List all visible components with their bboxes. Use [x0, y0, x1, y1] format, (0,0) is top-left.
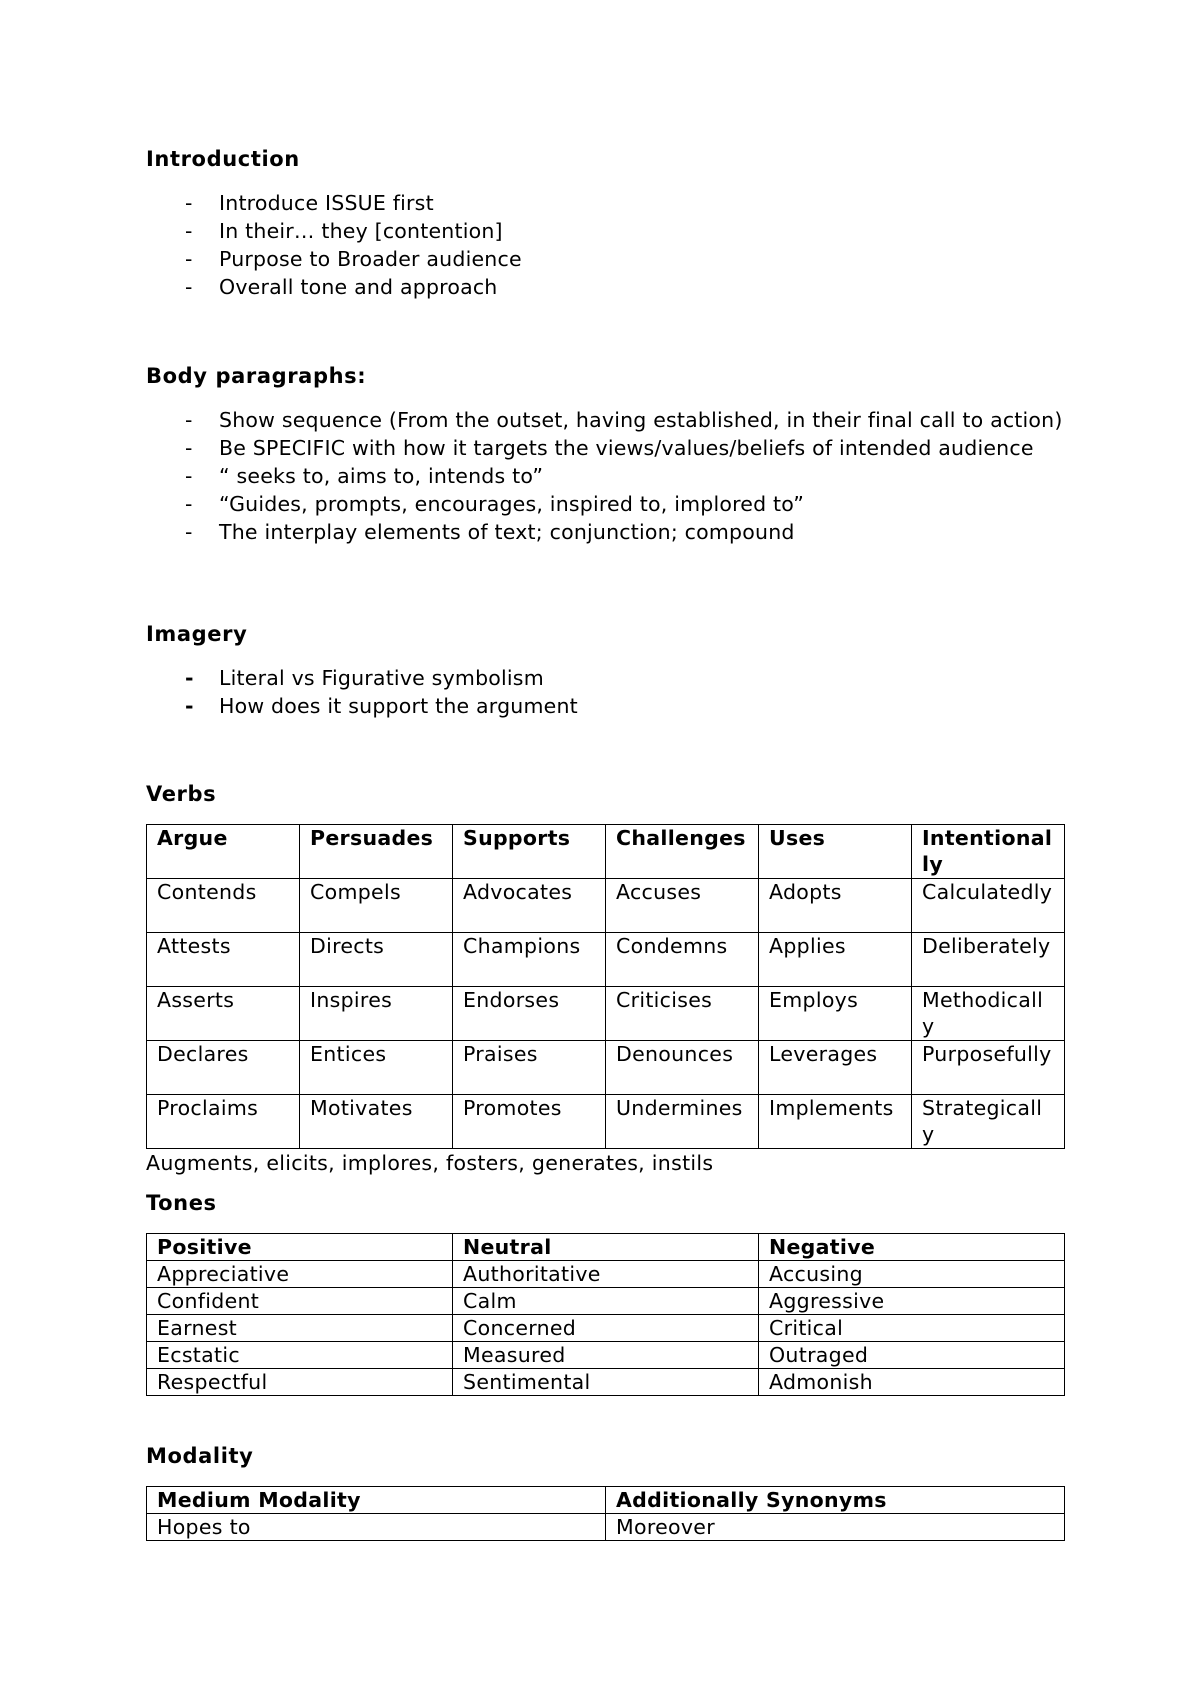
- list-item: - Literal vs Figurative symbolism: [146, 664, 1064, 692]
- table-cell: Undermines: [606, 1095, 759, 1149]
- column-header: Positive: [147, 1234, 453, 1261]
- table-cell: Admonish: [759, 1369, 1065, 1396]
- table-cell: Ecstatic: [147, 1342, 453, 1369]
- list-item: - Overall tone and approach: [146, 273, 1064, 301]
- list-item: - How does it support the argument: [146, 692, 1064, 720]
- table-cell: Endorses: [453, 987, 606, 1041]
- table-cell: Earnest: [147, 1315, 453, 1342]
- table-cell: Applies: [759, 933, 912, 987]
- table-cell: Confident: [147, 1288, 453, 1315]
- table-cell: Critical: [759, 1315, 1065, 1342]
- imagery-heading: Imagery: [146, 622, 248, 646]
- table-row: [147, 1315, 1065, 1342]
- column-header: Persuades: [300, 825, 453, 879]
- table-cell: Measured: [453, 1342, 759, 1369]
- table-cell: Champions: [453, 933, 606, 987]
- table-cell: Purposefully: [912, 1041, 1065, 1095]
- introduction-section: [146, 145, 1064, 301]
- column-header: Negative: [759, 1234, 1065, 1261]
- introduction-list: [146, 189, 1064, 301]
- table-cell: Compels: [300, 879, 453, 933]
- table-row: [147, 1342, 1065, 1369]
- table-cell: Implements: [759, 1095, 912, 1149]
- table-row: [147, 1041, 1065, 1095]
- table-cell: Authoritative: [453, 1261, 759, 1288]
- table-cell: Declares: [147, 1041, 300, 1095]
- table-cell: Outraged: [759, 1342, 1065, 1369]
- table-row: [147, 933, 1065, 987]
- table-cell: Denounces: [606, 1041, 759, 1095]
- modality-heading: Modality: [146, 1444, 254, 1468]
- list-item: - Purpose to Broader audience: [146, 245, 1064, 273]
- verbs-heading: Verbs: [146, 782, 217, 806]
- table-cell: Adopts: [759, 879, 912, 933]
- table-cell: Leverages: [759, 1041, 912, 1095]
- table-cell: Praises: [453, 1041, 606, 1095]
- imagery-list: [146, 664, 1064, 720]
- table-row: [147, 987, 1065, 1041]
- table-cell: Deliberately: [912, 933, 1065, 987]
- list-item: - Show sequence (From the outset, having established, in their final call to action): [146, 406, 1076, 434]
- column-header: Uses: [759, 825, 912, 879]
- tones-table: [146, 1233, 1065, 1396]
- list-item: - Introduce ISSUE first: [146, 189, 1064, 217]
- table-row: [147, 879, 1065, 933]
- modality-section: [146, 1442, 1064, 1541]
- table-row: [147, 1288, 1065, 1315]
- verbs-section: [146, 780, 1064, 1177]
- list-item: - In their… they [contention]: [146, 217, 1064, 245]
- list-item: - The interplay elements of text; conjunction; compound: [146, 518, 1076, 546]
- table-cell: Entices: [300, 1041, 453, 1095]
- table-cell: Calculatedly: [912, 879, 1065, 933]
- body-paragraphs-list: [146, 406, 1076, 546]
- column-header: Argue: [147, 825, 300, 879]
- table-cell: Accuses: [606, 879, 759, 933]
- modality-table: [146, 1486, 1065, 1541]
- table-cell: Methodically: [912, 987, 1065, 1041]
- table-cell: Aggressive: [759, 1288, 1065, 1315]
- column-header: Challenges: [606, 825, 759, 879]
- verbs-table: [146, 824, 1065, 1149]
- table-cell: Contends: [147, 879, 300, 933]
- table-cell: Moreover: [606, 1514, 1065, 1541]
- table-cell: Inspires: [300, 987, 453, 1041]
- column-header: Intentionally: [912, 825, 1065, 879]
- table-cell: Directs: [300, 933, 453, 987]
- table-row: [147, 1369, 1065, 1396]
- imagery-section: [146, 620, 1064, 720]
- column-header: Medium Modality: [147, 1487, 606, 1514]
- column-header: Additionally Synonyms: [606, 1487, 1065, 1514]
- table-cell: Accusing: [759, 1261, 1065, 1288]
- verbs-additional-note: Augments, elicits, implores, fosters, generates, instils: [146, 1151, 714, 1175]
- table-cell: Sentimental: [453, 1369, 759, 1396]
- table-cell: Employs: [759, 987, 912, 1041]
- body-paragraphs-heading: Body paragraphs:: [146, 364, 367, 388]
- table-cell: Condemns: [606, 933, 759, 987]
- tones-section: [146, 1189, 1064, 1396]
- list-item: - “Guides, prompts, encourages, inspired to, implored to”: [146, 490, 1076, 518]
- list-item: - Be SPECIFIC with how it targets the views/values/beliefs of intended audience: [146, 434, 1076, 462]
- table-cell: Strategically: [912, 1095, 1065, 1149]
- table-cell: Respectful: [147, 1369, 453, 1396]
- body-paragraphs-section: [146, 362, 1064, 546]
- table-cell: Hopes to: [147, 1514, 606, 1541]
- table-cell: Attests: [147, 933, 300, 987]
- tones-heading: Tones: [146, 1191, 217, 1215]
- table-header-row: [147, 825, 1065, 879]
- table-cell: Motivates: [300, 1095, 453, 1149]
- list-item: - “ seeks to, aims to, intends to”: [146, 462, 1076, 490]
- table-cell: Asserts: [147, 987, 300, 1041]
- introduction-heading: Introduction: [146, 147, 300, 171]
- table-cell: Calm: [453, 1288, 759, 1315]
- table-cell: Promotes: [453, 1095, 606, 1149]
- table-header-row: [147, 1234, 1065, 1261]
- column-header: Supports: [453, 825, 606, 879]
- table-cell: Criticises: [606, 987, 759, 1041]
- table-row: [147, 1514, 1065, 1541]
- table-cell: Advocates: [453, 879, 606, 933]
- table-row: [147, 1261, 1065, 1288]
- table-cell: Proclaims: [147, 1095, 300, 1149]
- table-header-row: [147, 1487, 1065, 1514]
- table-cell: Concerned: [453, 1315, 759, 1342]
- column-header: Neutral: [453, 1234, 759, 1261]
- table-row: [147, 1095, 1065, 1149]
- table-cell: Appreciative: [147, 1261, 453, 1288]
